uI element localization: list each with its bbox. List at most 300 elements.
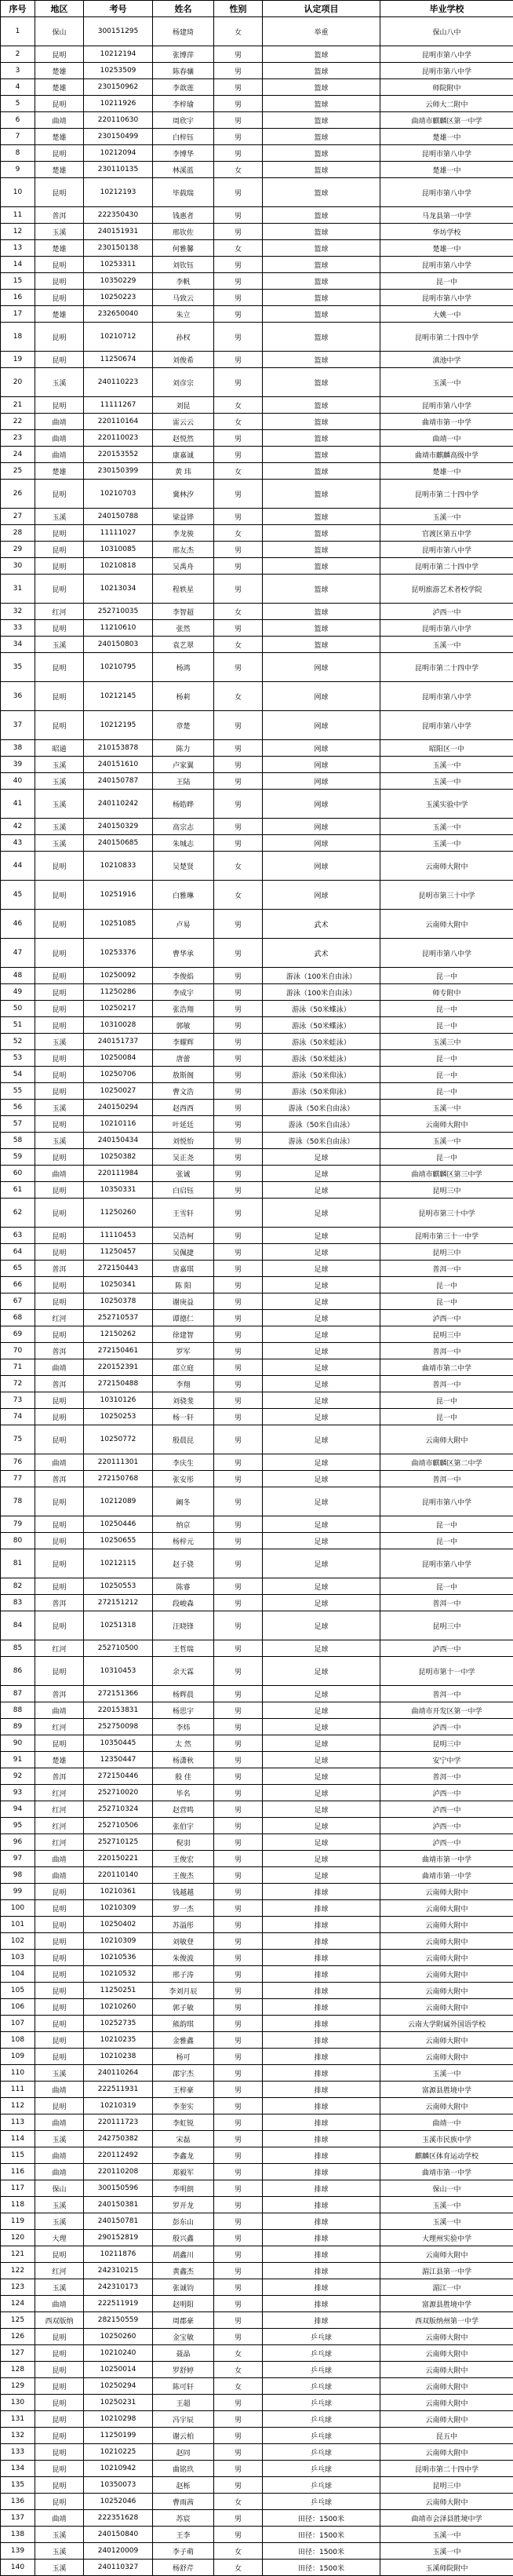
table-cell: 男 [214,835,263,852]
table-row [1,2082,513,2098]
table-cell: 10310453 [84,1657,153,1686]
table-cell: 220111301 [84,1454,153,1471]
table-cell: 男 [214,1549,263,1578]
table-cell: 排球 [263,1950,380,1966]
table-cell: 普洱一中 [380,1768,513,1785]
table-row [1,1867,513,1884]
table-cell: 排球 [263,2049,380,2065]
table-cell: 篮球 [263,463,380,480]
table-cell: 曲靖市第一中学 [380,414,513,430]
table-cell: 272151212 [84,1595,153,1611]
table-cell: 篮球 [263,352,380,368]
table-cell: 篮球 [263,397,380,414]
table-cell: 71 [1,1359,35,1376]
table-cell: 玉溪一中 [380,2543,513,2560]
table-cell: 昆明 [35,939,84,968]
table-cell: 11250251 [84,1983,153,1999]
table-cell: 玉溪一中 [380,509,513,525]
table-cell: 11210610 [84,620,153,637]
table-cell: 昆明市第八中学 [380,711,513,740]
table-cell: 足球 [263,1277,380,1293]
table-cell: 曲靖市麒麟区第二中学 [380,1454,513,1471]
table-cell: 篮球 [263,620,380,637]
table-cell: 昆明 [35,1611,84,1640]
table-cell: 玉溪一中 [380,773,513,790]
table-row [1,1261,513,1277]
table-cell: 11111027 [84,525,153,542]
table-cell: 网球 [263,773,380,790]
table-cell: 太 然 [153,1735,214,1752]
table-cell: 玉溪 [35,224,84,240]
table-cell: 52 [1,1034,35,1050]
table-cell: 篮球 [263,240,380,257]
table-cell: 男 [214,653,263,682]
table-cell: 女 [214,852,263,881]
table-cell: 男 [214,2180,263,2197]
table-cell: 男 [214,1640,263,1657]
table-cell: 玉溪 [35,2065,84,2082]
table-cell: 222511919 [84,2296,153,2312]
table-cell: 篮球 [263,257,380,273]
table-cell: 56 [1,1100,35,1116]
table-cell: 滇池中学 [380,352,513,368]
table-cell: 121 [1,2246,35,2263]
table-cell: 10252735 [84,2016,153,2032]
table-cell: 乒乓球 [263,2461,380,2477]
table-cell: 男 [214,2296,263,2312]
table-cell: 李成宇 [153,984,214,1001]
table-cell: 王俊宏 [153,1851,214,1867]
table-cell: 毕载瑞 [153,178,214,207]
table-cell: 10250217 [84,1001,153,1017]
table-cell: 昆明 [35,1999,84,2016]
table-row [1,604,513,620]
table-cell: 红河 [35,1310,84,1326]
table-cell: 男 [214,509,263,525]
table-cell: 足球 [263,1326,380,1343]
table-cell: 120 [1,2230,35,2246]
table-cell: 曲靖一中 [380,2114,513,2131]
table-cell: 242310215 [84,2263,153,2279]
table-cell: 云南师大附中 [380,1950,513,1966]
table-cell: 252710324 [84,1801,153,1818]
table-cell: 男 [214,1702,263,1719]
table-cell: 男 [214,2477,263,2494]
table-cell: 杨莉 [153,682,214,711]
table-cell: 游泳（50米蝶泳） [263,1001,380,1017]
table-cell: 游泳（50米蛙泳） [263,1034,380,1050]
table-cell: 240110242 [84,790,153,819]
table-row [1,1578,513,1595]
table-cell: 杨一轩 [153,1409,214,1425]
table-cell: 足球 [263,1182,380,1199]
table-cell: 男 [214,575,263,604]
table-row [1,145,513,162]
table-cell: 麒麟区体育运动学校 [380,2147,513,2164]
table-cell: 王俊杰 [153,1867,214,1884]
table-cell: 邢钦佐 [153,224,214,240]
table-cell: 252710125 [84,1834,153,1851]
table-cell: 1 [1,17,35,46]
table-row [1,2263,513,2279]
table-cell: 纳京 [153,1516,214,1533]
table-row [1,368,513,397]
table-cell: 玉溪一中 [380,2527,513,2543]
table-cell: 240150781 [84,2213,153,2230]
table-row [1,430,513,447]
table-cell: 泸西一中 [380,1801,513,1818]
table-cell: 昆明市第八中学 [380,1487,513,1516]
table-cell: 62 [1,1199,35,1228]
table-cell: 11250260 [84,1199,153,1228]
table-cell: 240150381 [84,2197,153,2213]
table-cell: 男 [214,257,263,273]
table-row [1,1785,513,1801]
table-cell: 99 [1,1884,35,1900]
table-cell: 富源县胜境中学 [380,2296,513,2312]
table-cell: 63 [1,1228,35,1244]
table-cell: 昆明 [35,711,84,740]
table-cell: 92 [1,1768,35,1785]
table-cell: 昭通 [35,740,84,757]
table-cell: 玉溪一中 [380,2065,513,2082]
table-row [1,1516,513,1533]
table-cell: 云南师大附中 [380,1983,513,1999]
table-cell: 220110164 [84,414,153,430]
table-cell: 女 [214,162,263,178]
table-cell: 昆明 [35,480,84,509]
table-cell: 安宁中学 [380,1752,513,1768]
table-cell: 男 [214,1228,263,1244]
table-cell: 男 [214,178,263,207]
table-cell: 男 [214,790,263,819]
table-cell: 谢云柏 [153,2428,214,2444]
table-cell: 10210225 [84,2444,153,2461]
table-cell: 曲靖 [35,1359,84,1376]
table-cell: 李博华 [153,145,214,162]
table-cell: 男 [214,1067,263,1083]
table-cell: 昆一中 [380,1578,513,1595]
table-cell: 足球 [263,1768,380,1785]
table-cell: 106 [1,1999,35,2016]
table-cell: 137 [1,2510,35,2527]
table-cell: 男 [214,1999,263,2016]
table-cell: 8 [1,145,35,162]
table-cell: 昆明三中 [380,1735,513,1752]
table-row [1,637,513,653]
table-cell: 吴禹舟 [153,558,214,575]
table-cell: 28 [1,525,35,542]
table-cell: 10251916 [84,881,153,910]
table-cell: 玉溪 [35,1100,84,1116]
table-cell: 59 [1,1149,35,1166]
table-row [1,1392,513,1409]
table-cell: 网球 [263,852,380,881]
table-cell: 昆明 [35,2049,84,2065]
table-cell: 玉溪 [35,2213,84,2230]
table-cell: 叶延廷 [153,1116,214,1133]
table-cell: 220150221 [84,1851,153,1867]
table-cell: 女 [214,2560,263,2576]
table-cell: 玉溪实验中学 [380,790,513,819]
table-cell: 男 [214,1933,263,1950]
table-cell: 足球 [263,1834,380,1851]
table-cell: 58 [1,1133,35,1149]
table-cell: 12 [1,224,35,240]
table-cell: 红河 [35,1719,84,1735]
table-cell: 男 [214,2246,263,2263]
table-cell: 昆明 [35,1409,84,1425]
table-cell: 李俊焰 [153,968,214,984]
table-cell: 昆明市第八中学 [380,290,513,306]
table-cell: 10350445 [84,1735,153,1752]
table-row [1,1950,513,1966]
table-cell: 昆明 [35,2428,84,2444]
table-cell: 10250382 [84,1149,153,1166]
table-cell: 210153878 [84,740,153,757]
table-cell: 昆一中 [380,1277,513,1293]
table-cell: 12150262 [84,1326,153,1343]
table-cell: 田径：1500米 [263,2510,380,2527]
table-row [1,1657,513,1686]
table-cell: 220152391 [84,1359,153,1376]
table-row [1,2494,513,2510]
table-row [1,1966,513,1983]
table-cell: 男 [214,2164,263,2180]
table-cell: 男 [214,1034,263,1050]
table-cell: 吴浩柯 [153,1228,214,1244]
table-cell: 昆明 [35,1933,84,1950]
table-cell: 排球 [263,2164,380,2180]
table-cell: 足球 [263,1392,380,1409]
table-cell: 保山八中 [380,17,513,46]
table-cell: 泸西一中 [380,1640,513,1657]
table-cell: 昆明 [35,1516,84,1533]
table-cell: 曲靖 [35,414,84,430]
table-cell: 朱立 [153,306,214,323]
table-cell: 足球 [263,1752,380,1768]
table-cell: 10212194 [84,46,153,63]
table-cell: 240150434 [84,1133,153,1149]
table-cell: 昆明 [35,1228,84,1244]
table-cell: 97 [1,1851,35,1867]
table-cell: 96 [1,1834,35,1851]
table-cell: 足球 [263,1454,380,1471]
table-cell: 玉溪一中 [380,835,513,852]
table-cell: 乒乓球 [263,2378,380,2395]
table-cell: 胡鑫川 [153,2246,214,2263]
table-cell: 排球 [263,2098,380,2114]
table-cell: 240150329 [84,819,153,835]
table-cell: 昆明 [35,968,84,984]
table-cell: 游泳（100米自由泳） [263,968,380,984]
table-cell: 昆明 [35,1578,84,1595]
table-cell: 113 [1,2114,35,2131]
table-cell: 230150962 [84,79,153,96]
table-row [1,224,513,240]
table-cell: 昆明 [35,178,84,207]
table-cell: 男 [214,1376,263,1392]
table-cell: 230150138 [84,240,153,257]
table-cell: 曲靖 [35,2082,84,2098]
table-cell: 男 [214,2197,263,2213]
table-cell: 女 [214,525,263,542]
table-row [1,1326,513,1343]
table-cell: 94 [1,1801,35,1818]
table-cell: 师院附中 [380,79,513,96]
table-cell: 68 [1,1310,35,1326]
table-cell: 游泳（100米自由泳） [263,984,380,1001]
table-row [1,2197,513,2213]
table-cell: 足球 [263,1409,380,1425]
table-cell: 足球 [263,1343,380,1359]
table-cell: 男 [214,1785,263,1801]
table-cell: 云南师大附中 [380,2378,513,2395]
table-cell: 昆明 [35,2411,84,2428]
table-cell: 昆明 [35,1917,84,1933]
table-row [1,352,513,368]
table-cell: 10212094 [84,145,153,162]
table-cell: 男 [214,1818,263,1834]
table-cell: 楚雄一中 [380,162,513,178]
table-cell: 曹华承 [153,939,214,968]
table-cell: 篮球 [263,224,380,240]
table-cell: 昆明 [35,525,84,542]
table-cell: 泸西一中 [380,1310,513,1326]
table-cell: 足球 [263,1199,380,1228]
table-cell: 篮球 [263,558,380,575]
table-cell: 男 [214,2411,263,2428]
table-cell: 10210361 [84,1884,153,1900]
table-cell: 131 [1,2411,35,2428]
table-cell: 李奎实 [153,2098,214,2114]
table-cell: 昆明 [35,352,84,368]
table-cell: 昆明 [35,1487,84,1516]
table-cell: 陈 阳 [153,1277,214,1293]
table-cell: 杨辉晨 [153,1686,214,1702]
table-cell: 杨梓元 [153,1533,214,1549]
table-cell: 103 [1,1950,35,1966]
table-cell: 53 [1,1050,35,1067]
table-cell: 足球 [263,1549,380,1578]
table-cell: 18 [1,323,35,352]
table-cell: 昆明 [35,1657,84,1686]
table-cell: 男 [214,1487,263,1516]
table-cell: 李刘月辰 [153,1983,214,1999]
table-cell: 10252046 [84,2494,153,2510]
table-row [1,1752,513,1768]
table-cell: 272150461 [84,1343,153,1359]
table-cell: 昆明市第十一中学 [380,1657,513,1686]
table-cell: 11250199 [84,2428,153,2444]
table-row [1,2527,513,2543]
table-cell: 足球 [263,1471,380,1487]
table-cell: 田径：1500米 [263,2560,380,2576]
table-row [1,463,513,480]
table-cell: 昆明市第八中学 [380,542,513,558]
table-cell: 云南师大附中 [380,1884,513,1900]
table-cell: 玉溪 [35,835,84,852]
table-row [1,162,513,178]
table-cell: 红河 [35,2263,84,2279]
table-cell: 252710537 [84,1310,153,1326]
table-row [1,1359,513,1376]
table-cell: 272151366 [84,1686,153,1702]
table-cell: 曲靖市麒麟区第一中学 [380,112,513,129]
table-row [1,323,513,352]
table-cell: 11110453 [84,1228,153,1244]
table-cell: 男 [214,1719,263,1735]
table-cell: 139 [1,2543,35,2560]
table-cell: 男 [214,1686,263,1702]
table-cell: 足球 [263,1228,380,1244]
table-cell: 75 [1,1425,35,1454]
table-cell: 云南师大附中 [380,1999,513,2016]
table-cell: 马致云 [153,290,214,306]
table-cell: 昆明 [35,397,84,414]
table-cell: 足球 [263,1801,380,1818]
table-cell: 篮球 [263,96,380,112]
table-cell: 222511931 [84,2082,153,2098]
table-cell: 272150446 [84,1768,153,1785]
table-cell: 昆明 [35,682,84,711]
table-cell: 24 [1,447,35,463]
table-cell: 昆明三中 [380,1182,513,1199]
table-cell: 陈睿 [153,1578,214,1595]
table-cell: 吴正尧 [153,1149,214,1166]
table-cell: 红河 [35,1785,84,1801]
table-cell: 男 [214,79,263,96]
table-row [1,711,513,740]
table-cell: 男 [214,46,263,63]
table-row [1,1343,513,1359]
table-row [1,1310,513,1326]
table-cell: 昆明市第八中学 [380,397,513,414]
table-cell: 300151295 [84,17,153,46]
table-cell: 昆明市第八中学 [380,620,513,637]
table-cell: 230150499 [84,129,153,145]
table-cell: 昆明 [35,1277,84,1293]
table-cell: 112 [1,2098,35,2114]
table-cell: 39 [1,757,35,773]
table-cell: 玉溪一中 [380,1100,513,1116]
table-cell: 云南师大附中 [380,910,513,939]
table-cell: 240150685 [84,835,153,852]
table-cell: 男 [214,1516,263,1533]
table-cell: 排球 [263,1884,380,1900]
table-cell: 刘悦怡 [153,1133,214,1149]
table-cell: 7 [1,129,35,145]
table-cell: 102 [1,1933,35,1950]
table-cell: 男 [214,819,263,835]
table-row [1,910,513,939]
table-cell: 乒乓球 [263,2477,380,2494]
table-cell: 足球 [263,1293,380,1310]
table-cell: 10 [1,178,35,207]
table-cell: 昆明市第三十中学 [380,1199,513,1228]
table-cell: 足球 [263,1359,380,1376]
table-cell: 117 [1,2180,35,2197]
table-cell: 昆一中 [380,1017,513,1034]
table-cell: 240150294 [84,1100,153,1116]
table-cell: 114 [1,2131,35,2147]
table-cell: 排球 [263,2131,380,2147]
table-cell: 10310126 [84,1392,153,1409]
table-cell: 冀林汐 [153,480,214,509]
table-cell: 昆一中 [380,1392,513,1409]
table-cell: 排球 [263,1933,380,1950]
table-cell: 85 [1,1640,35,1657]
